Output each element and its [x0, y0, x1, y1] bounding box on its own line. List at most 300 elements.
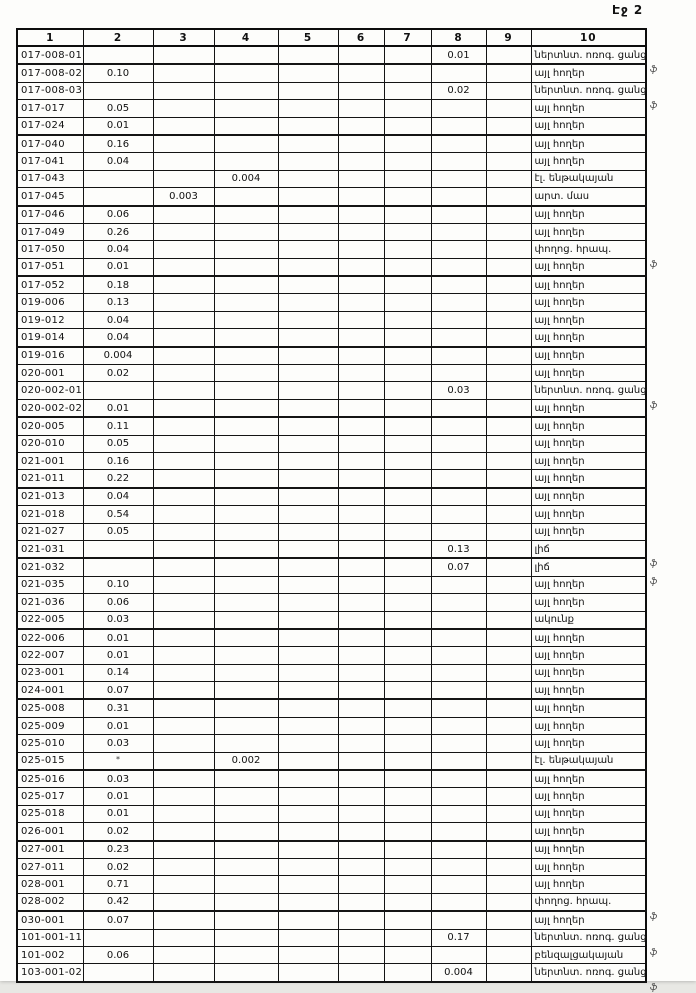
table-row — [17, 823, 646, 841]
value-cell-col8: 0.01 — [431, 46, 486, 64]
value-cell-col3 — [153, 64, 214, 82]
land-type-cell: այլ հողեր — [531, 699, 646, 717]
value-cell-col3 — [153, 135, 214, 153]
value-cell-col5 — [278, 735, 338, 752]
value-cell-col3 — [153, 488, 214, 506]
value-cell-col5 — [278, 805, 338, 822]
value-cell-col6 — [338, 382, 384, 399]
value-cell-col7 — [384, 664, 431, 681]
value-cell-col6 — [338, 506, 384, 523]
table-row — [17, 576, 646, 593]
value-cell-col8 — [431, 576, 486, 593]
land-type-cell: այլ հողեր — [531, 647, 646, 664]
value-cell-col9 — [486, 929, 531, 946]
value-cell-col9 — [486, 276, 531, 294]
land-type-cell: ներտնտ. ոռոգ. ցանց — [531, 964, 646, 982]
value-cell-col9 — [486, 470, 531, 488]
table-row — [17, 329, 646, 347]
value-cell-col5 — [278, 470, 338, 488]
value-cell-col2 — [83, 382, 153, 399]
value-cell-col7 — [384, 46, 431, 64]
value-cell-col7 — [384, 365, 431, 382]
value-cell-col9 — [486, 788, 531, 805]
value-cell-col8 — [431, 717, 486, 734]
value-cell-col4 — [214, 82, 278, 99]
value-cell-col2: 0.05 — [83, 523, 153, 540]
value-cell-col2: 0.14 — [83, 664, 153, 681]
value-cell-col8 — [431, 699, 486, 717]
table-row — [17, 276, 646, 294]
value-cell-col3 — [153, 223, 214, 240]
value-cell-col8: 0.13 — [431, 540, 486, 558]
value-cell-col9 — [486, 558, 531, 576]
land-type-cell: ներտնտ. ոռոգ. ցանց — [531, 82, 646, 99]
value-cell-col6 — [338, 805, 384, 822]
value-cell-col6 — [338, 206, 384, 224]
value-cell-col2 — [83, 752, 153, 770]
value-cell-col9 — [486, 699, 531, 717]
value-cell-col3 — [153, 841, 214, 859]
value-cell-col3 — [153, 311, 214, 328]
table-row — [17, 188, 646, 206]
parcel-code-cell: 025-008 — [17, 699, 83, 717]
value-cell-col4 — [214, 470, 278, 488]
parcel-code-cell: 027-001 — [17, 841, 83, 859]
value-cell-col5 — [278, 452, 338, 469]
value-cell-col7 — [384, 770, 431, 788]
parcel-code-cell: 019-012 — [17, 311, 83, 328]
value-cell-col4 — [214, 805, 278, 822]
value-cell-col3: 0.003 — [153, 188, 214, 206]
value-cell-col9 — [486, 382, 531, 399]
parcel-code-cell: 021-001 — [17, 452, 83, 469]
value-cell-col6 — [338, 64, 384, 82]
parcel-code-cell: 021-027 — [17, 523, 83, 540]
value-cell-col8 — [431, 488, 486, 506]
value-cell-col5 — [278, 647, 338, 664]
value-cell-col4 — [214, 558, 278, 576]
value-cell-col5 — [278, 188, 338, 206]
value-cell-col6 — [338, 876, 384, 893]
value-cell-col6 — [338, 611, 384, 629]
value-cell-col5 — [278, 117, 338, 135]
value-cell-col8 — [431, 347, 486, 365]
page-number: Էջ 2 — [612, 3, 644, 17]
value-cell-col4 — [214, 576, 278, 593]
value-cell-col8: 0.004 — [431, 964, 486, 982]
value-cell-col9 — [486, 506, 531, 523]
land-type-cell: այլ հողեր — [531, 135, 646, 153]
value-cell-col3 — [153, 876, 214, 893]
table-row — [17, 946, 646, 963]
land-type-cell: արտ. մաս — [531, 188, 646, 206]
value-cell-col8 — [431, 435, 486, 452]
value-cell-col3 — [153, 647, 214, 664]
value-cell-col5 — [278, 382, 338, 399]
value-cell-col5 — [278, 841, 338, 859]
parcel-code-cell: 017-008-02 — [17, 64, 83, 82]
value-cell-col4 — [214, 611, 278, 629]
value-cell-col6 — [338, 858, 384, 875]
parcel-code-cell: 025-010 — [17, 735, 83, 752]
value-cell-col3 — [153, 206, 214, 224]
table-row — [17, 241, 646, 258]
parcel-code-cell: 103-001-02 — [17, 964, 83, 982]
value-cell-col4 — [214, 488, 278, 506]
land-type-cell: այլ հողեր — [531, 805, 646, 822]
value-cell-col4 — [214, 311, 278, 328]
table-row — [17, 399, 646, 417]
value-cell-col7 — [384, 241, 431, 258]
value-cell-col7 — [384, 629, 431, 647]
value-cell-col7 — [384, 311, 431, 328]
value-cell-col7 — [384, 170, 431, 187]
value-cell-col2: 0.06 — [83, 946, 153, 963]
margin-mark: ֆ — [650, 983, 659, 993]
land-type-cell: լիճ — [531, 558, 646, 576]
header-cell: 7 — [384, 29, 431, 46]
land-parcel-table-wrap — [16, 28, 647, 983]
value-cell-col8 — [431, 893, 486, 911]
value-cell-col2: 0.01 — [83, 258, 153, 276]
margin-mark: ֆ — [650, 101, 659, 111]
value-cell-col8 — [431, 788, 486, 805]
header-cell: 4 — [214, 29, 278, 46]
header-cell: 1 — [17, 29, 83, 46]
table-row — [17, 64, 646, 82]
value-cell-col5 — [278, 788, 338, 805]
value-cell-col4: 0.004 — [214, 170, 278, 187]
value-cell-col5 — [278, 664, 338, 681]
header-cell: 2 — [83, 29, 153, 46]
land-type-cell: այլ հողեր — [531, 435, 646, 452]
parcel-code-cell: 021-018 — [17, 506, 83, 523]
value-cell-col6 — [338, 788, 384, 805]
value-cell-col5 — [278, 576, 338, 593]
value-cell-col7 — [384, 329, 431, 347]
value-cell-col3 — [153, 470, 214, 488]
value-cell-col9 — [486, 594, 531, 611]
land-type-cell: այլ հողեր — [531, 841, 646, 859]
value-cell-col2: 0.13 — [83, 294, 153, 311]
land-type-cell: այլ հողեր — [531, 770, 646, 788]
value-cell-col4 — [214, 100, 278, 117]
value-cell-col3 — [153, 699, 214, 717]
value-cell-col6 — [338, 258, 384, 276]
value-cell-col4 — [214, 258, 278, 276]
value-cell-col3 — [153, 365, 214, 382]
value-cell-col7 — [384, 258, 431, 276]
value-cell-col8 — [431, 805, 486, 822]
value-cell-col4 — [214, 788, 278, 805]
value-cell-col7 — [384, 399, 431, 417]
value-cell-col8 — [431, 64, 486, 82]
land-type-cell: այլ հողեր — [531, 64, 646, 82]
value-cell-col9 — [486, 893, 531, 911]
value-cell-col6 — [338, 929, 384, 946]
value-cell-col8 — [431, 153, 486, 170]
value-cell-col4 — [214, 241, 278, 258]
value-cell-col5 — [278, 347, 338, 365]
parcel-code-cell: 022-006 — [17, 629, 83, 647]
value-cell-col5 — [278, 770, 338, 788]
value-cell-col3 — [153, 276, 214, 294]
value-cell-col8 — [431, 841, 486, 859]
parcel-code-cell: 021-035 — [17, 576, 83, 593]
parcel-code-cell: 021-031 — [17, 540, 83, 558]
value-cell-col4: 0.002 — [214, 752, 278, 770]
value-cell-col2: 0.22 — [83, 470, 153, 488]
parcel-code-cell: 017-051 — [17, 258, 83, 276]
value-cell-col7 — [384, 611, 431, 629]
value-cell-col4 — [214, 717, 278, 734]
value-cell-col9 — [486, 82, 531, 99]
value-cell-col7 — [384, 540, 431, 558]
value-cell-col9 — [486, 329, 531, 347]
value-cell-col2: 0.04 — [83, 153, 153, 170]
value-cell-col9 — [486, 135, 531, 153]
value-cell-col9 — [486, 576, 531, 593]
value-cell-col6 — [338, 664, 384, 681]
value-cell-col2: 0.01 — [83, 805, 153, 822]
value-cell-col5 — [278, 170, 338, 187]
land-type-cell: այլ հողեր — [531, 682, 646, 700]
value-cell-col3 — [153, 594, 214, 611]
value-cell-col6 — [338, 294, 384, 311]
table-row — [17, 135, 646, 153]
value-cell-col2: 0.02 — [83, 858, 153, 875]
land-type-cell: փողոց. հրապ. — [531, 241, 646, 258]
table-row — [17, 294, 646, 311]
parcel-code-cell: 025-015 — [17, 752, 83, 770]
value-cell-col8 — [431, 258, 486, 276]
value-cell-col6 — [338, 911, 384, 929]
land-type-cell: էլ. ենթակայան — [531, 170, 646, 187]
parcel-code-cell: 101-002 — [17, 946, 83, 963]
value-cell-col9 — [486, 100, 531, 117]
value-cell-col4 — [214, 629, 278, 647]
table-row — [17, 893, 646, 911]
value-cell-col4 — [214, 417, 278, 435]
value-cell-col3 — [153, 858, 214, 875]
table-row — [17, 382, 646, 399]
value-cell-col9 — [486, 64, 531, 82]
value-cell-col3 — [153, 611, 214, 629]
parcel-code-cell: 022-005 — [17, 611, 83, 629]
value-cell-col4 — [214, 452, 278, 469]
value-cell-col7 — [384, 347, 431, 365]
table-row — [17, 365, 646, 382]
parcel-code-cell: 017-052 — [17, 276, 83, 294]
value-cell-col7 — [384, 523, 431, 540]
value-cell-col7 — [384, 893, 431, 911]
value-cell-col8 — [431, 682, 486, 700]
value-cell-col8 — [431, 311, 486, 328]
value-cell-col2: 0.05 — [83, 100, 153, 117]
value-cell-col8 — [431, 664, 486, 681]
value-cell-col3 — [153, 452, 214, 469]
value-cell-col4 — [214, 841, 278, 859]
parcel-code-cell: 021-013 — [17, 488, 83, 506]
value-cell-col3 — [153, 576, 214, 593]
value-cell-col6 — [338, 576, 384, 593]
land-parcel-table — [16, 28, 647, 983]
value-cell-col6 — [338, 770, 384, 788]
value-cell-col5 — [278, 223, 338, 240]
value-cell-col4 — [214, 153, 278, 170]
value-cell-col6 — [338, 417, 384, 435]
value-cell-col5 — [278, 523, 338, 540]
value-cell-col3 — [153, 823, 214, 841]
value-cell-col8 — [431, 170, 486, 187]
value-cell-col4 — [214, 46, 278, 64]
value-cell-col3 — [153, 329, 214, 347]
value-cell-col9 — [486, 435, 531, 452]
parcel-code-cell: 017-046 — [17, 206, 83, 224]
land-type-cell: այլ հողեր — [531, 258, 646, 276]
value-cell-col7 — [384, 576, 431, 593]
value-cell-col7 — [384, 64, 431, 82]
land-type-cell: այլ հողեր — [531, 717, 646, 734]
header-cell: 9 — [486, 29, 531, 46]
parcel-code-cell: 017-050 — [17, 241, 83, 258]
value-cell-col4 — [214, 506, 278, 523]
value-cell-col5 — [278, 294, 338, 311]
value-cell-col9 — [486, 294, 531, 311]
value-cell-col6 — [338, 241, 384, 258]
value-cell-col8 — [431, 823, 486, 841]
value-cell-col5 — [278, 682, 338, 700]
parcel-code-cell: 017-045 — [17, 188, 83, 206]
value-cell-col7 — [384, 100, 431, 117]
value-cell-col6 — [338, 82, 384, 99]
value-cell-col4 — [214, 664, 278, 681]
value-cell-col7 — [384, 752, 431, 770]
value-cell-col3 — [153, 153, 214, 170]
value-cell-col6 — [338, 523, 384, 540]
land-type-cell: այլ հողեր — [531, 365, 646, 382]
table-row — [17, 311, 646, 328]
value-cell-col9 — [486, 223, 531, 240]
value-cell-col6 — [338, 682, 384, 700]
value-cell-col7 — [384, 188, 431, 206]
table-row — [17, 82, 646, 99]
value-cell-col9 — [486, 311, 531, 328]
value-cell-col2: 0.10 — [83, 576, 153, 593]
value-cell-col5 — [278, 540, 338, 558]
value-cell-col5 — [278, 594, 338, 611]
value-cell-col9 — [486, 488, 531, 506]
value-cell-col2: 0.16 — [83, 135, 153, 153]
value-cell-col9 — [486, 876, 531, 893]
value-cell-col6 — [338, 311, 384, 328]
value-cell-col5 — [278, 258, 338, 276]
value-cell-col3 — [153, 82, 214, 99]
value-cell-col6 — [338, 153, 384, 170]
value-cell-col6 — [338, 365, 384, 382]
value-cell-col5 — [278, 611, 338, 629]
value-cell-col6 — [338, 223, 384, 240]
value-cell-col8 — [431, 735, 486, 752]
value-cell-col6 — [338, 629, 384, 647]
parcel-code-cell: 030-001 — [17, 911, 83, 929]
parcel-code-cell: 024-001 — [17, 682, 83, 700]
table-row — [17, 647, 646, 664]
value-cell-col7 — [384, 699, 431, 717]
value-cell-col7 — [384, 382, 431, 399]
value-cell-col2: 0.23 — [83, 841, 153, 859]
table-row — [17, 540, 646, 558]
land-type-cell: ներտնտ. ոռոգ. ցանց — [531, 929, 646, 946]
value-cell-col5 — [278, 488, 338, 506]
land-type-cell: այլ հողեր — [531, 523, 646, 540]
value-cell-col4 — [214, 911, 278, 929]
value-cell-col2: 0.02 — [83, 365, 153, 382]
value-cell-col5 — [278, 717, 338, 734]
value-cell-col6 — [338, 540, 384, 558]
value-cell-col9 — [486, 664, 531, 681]
table-row — [17, 506, 646, 523]
land-type-cell: այլ հողեր — [531, 629, 646, 647]
table-row — [17, 117, 646, 135]
table-row — [17, 452, 646, 469]
value-cell-col2 — [83, 82, 153, 99]
parcel-code-cell: 017-008-01 — [17, 46, 83, 64]
value-cell-col4 — [214, 647, 278, 664]
value-cell-col6 — [338, 329, 384, 347]
table-row — [17, 770, 646, 788]
value-cell-col5 — [278, 435, 338, 452]
value-cell-col2: 0.03 — [83, 735, 153, 752]
value-cell-col8 — [431, 752, 486, 770]
land-type-cell: այլ հողեր — [531, 452, 646, 469]
value-cell-col8 — [431, 647, 486, 664]
value-cell-col4 — [214, 523, 278, 540]
value-cell-col5 — [278, 946, 338, 963]
value-cell-col7 — [384, 647, 431, 664]
table-row — [17, 435, 646, 452]
land-type-cell: այլ ոողեր — [531, 488, 646, 506]
value-cell-col2: 0.06 — [83, 594, 153, 611]
value-cell-col7 — [384, 841, 431, 859]
value-cell-col9 — [486, 647, 531, 664]
table-row — [17, 488, 646, 506]
value-cell-col8: 0.02 — [431, 82, 486, 99]
value-cell-col3 — [153, 417, 214, 435]
value-cell-col7 — [384, 452, 431, 469]
land-type-cell: այլ հողեր — [531, 311, 646, 328]
value-cell-col6 — [338, 946, 384, 963]
value-cell-col4 — [214, 540, 278, 558]
table-row — [17, 258, 646, 276]
value-cell-col4 — [214, 399, 278, 417]
value-cell-col5 — [278, 893, 338, 911]
value-cell-col4 — [214, 117, 278, 135]
value-cell-col5 — [278, 929, 338, 946]
value-cell-col2: 0.31 — [83, 699, 153, 717]
land-type-cell: այլ հողեր — [531, 153, 646, 170]
value-cell-col7 — [384, 82, 431, 99]
value-cell-col2: 0.004 — [83, 347, 153, 365]
value-cell-col2: 0.04 — [83, 241, 153, 258]
value-cell-col4 — [214, 823, 278, 841]
value-cell-col2 — [83, 558, 153, 576]
value-cell-col2: 0.42 — [83, 893, 153, 911]
value-cell-col6 — [338, 488, 384, 506]
value-cell-col3 — [153, 46, 214, 64]
value-cell-col8: 0.17 — [431, 929, 486, 946]
value-cell-col6 — [338, 893, 384, 911]
